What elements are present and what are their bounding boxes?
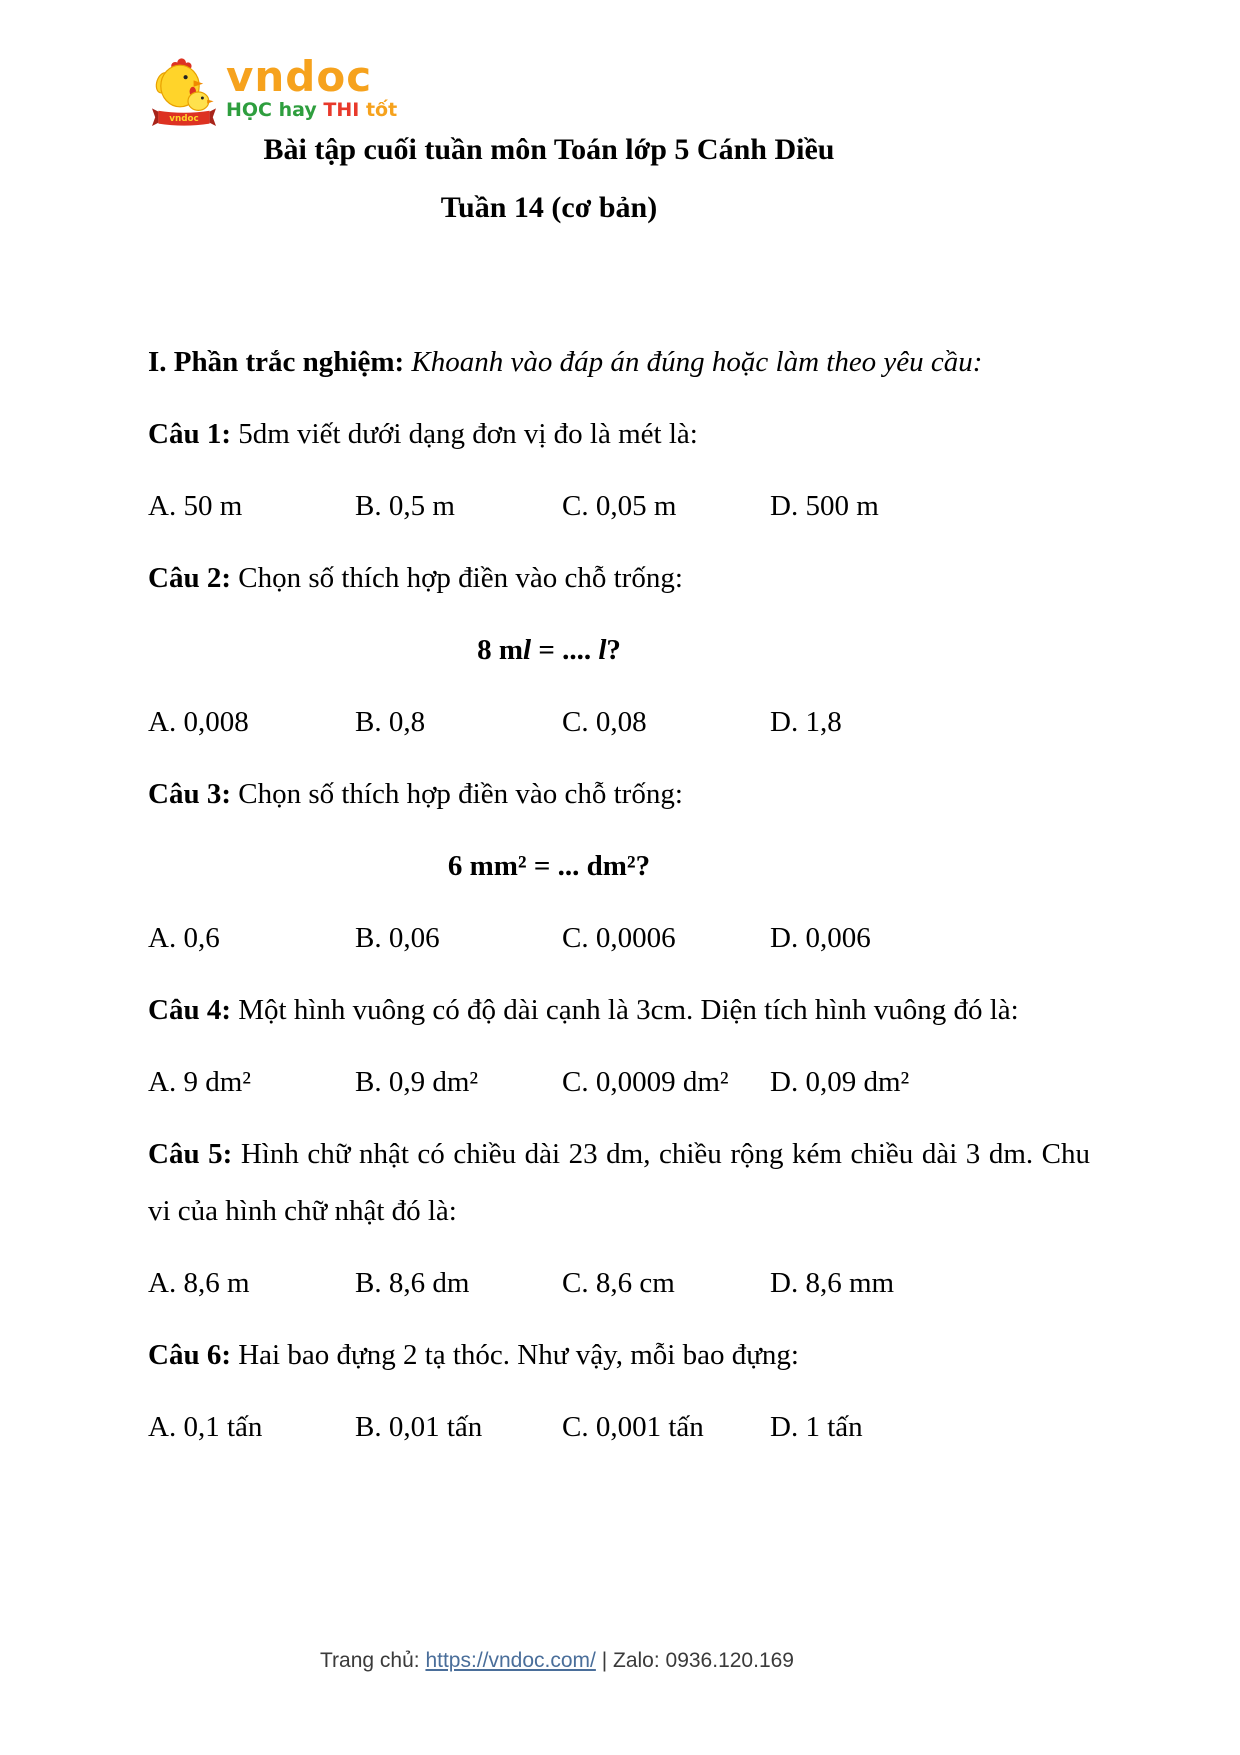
question-3-option-d: D. 0,006 <box>770 922 871 954</box>
question-6-text <box>148 1327 1090 1384</box>
question-1-option-c: C. 0,05 m <box>562 490 677 522</box>
question-6-option-d: D. 1 tấn <box>770 1411 863 1443</box>
question-5-option-b: B. 8,6 dm <box>355 1267 470 1299</box>
homepage-link[interactable]: https://vndoc.com/ <box>425 1649 596 1672</box>
section-instruction: Khoanh vào đáp án đúng hoặc làm theo yêu cầu: <box>411 346 983 378</box>
footer-zalo-text: | Zalo: 0936.120.169 <box>595 1649 794 1672</box>
section-heading <box>148 334 1090 391</box>
question-4-option-b: B. 0,9 dm² <box>355 1066 479 1098</box>
question-4-option-a: A. 9 dm² <box>148 1066 251 1098</box>
formula-unit-litre: l <box>523 634 532 666</box>
question-2-label: Câu 2: <box>148 562 231 594</box>
vndoc-logo <box>152 52 397 136</box>
question-3-option-b: B. 0,06 <box>355 922 440 954</box>
question-3-label: Câu 3: <box>148 778 231 810</box>
chicken-mascot-icon <box>152 52 216 136</box>
formula-term: 8 m <box>477 634 523 666</box>
question-6-options <box>148 1399 1090 1456</box>
question-1-text <box>148 406 1090 463</box>
question-1-option-b: B. 0,5 m <box>355 490 455 522</box>
question-3-text <box>148 766 1090 823</box>
question-3-option-c: C. 0,0006 <box>562 922 676 954</box>
question-2 <box>148 550 1090 751</box>
question-6-option-b: B. 0,01 tấn <box>355 1411 483 1443</box>
question-4-options <box>148 1054 1090 1111</box>
logo-banner-text: vndoc <box>169 114 199 125</box>
formula-question-mark: ? <box>606 634 621 666</box>
question-1 <box>148 406 1090 535</box>
section-label: I. Phần trắc nghiệm: <box>148 346 405 378</box>
question-5-option-d: D. 8,6 mm <box>770 1267 895 1299</box>
question-4 <box>148 982 1090 1111</box>
page-footer <box>0 1646 1114 1676</box>
footer-homepage-label: Trang chủ: <box>320 1649 426 1672</box>
question-2-option-d: D. 1,8 <box>770 706 842 738</box>
question-4-option-d: D. 0,09 dm² <box>770 1066 910 1098</box>
question-4-option-c: C. 0,0009 dm² <box>562 1066 729 1098</box>
logo-text-block <box>226 52 397 121</box>
formula-unit-litre: l <box>598 634 607 666</box>
brand-tagline <box>226 99 397 121</box>
question-5 <box>148 1126 1090 1312</box>
question-3-options <box>148 910 1090 967</box>
question-5-body: Hình chữ nhật có chiều dài 23 dm, chiều rộng kém chiều dài 3 dm. Chu vi của hình chữ nhật đó là: <box>148 1138 1090 1227</box>
question-4-label: Câu 4: <box>148 994 231 1026</box>
question-5-options <box>148 1255 1090 1312</box>
question-6-label: Câu 6: <box>148 1339 231 1371</box>
question-3-body: Chọn số thích hợp điền vào chỗ trống: <box>238 778 683 810</box>
tagline-word-thi: THI <box>323 99 360 121</box>
question-3 <box>148 766 1090 967</box>
page-subtitle: Tuần 14 (cơ bản) <box>440 191 658 224</box>
question-2-formula <box>148 622 950 679</box>
question-5-text <box>148 1126 1090 1240</box>
question-3-option-a: A. 0,6 <box>148 922 220 954</box>
tagline-word-tot: tốt <box>365 99 398 121</box>
question-6 <box>148 1327 1090 1456</box>
question-1-option-d: D. 500 m <box>770 490 879 522</box>
question-2-text <box>148 550 1090 607</box>
question-1-options <box>148 478 1090 535</box>
question-2-options <box>148 694 1090 751</box>
formula-equals-blank: = .... <box>531 634 599 666</box>
question-4-text <box>148 982 1090 1039</box>
tagline-word-hay: hay <box>278 99 317 121</box>
question-5-option-c: C. 8,6 cm <box>562 1267 675 1299</box>
question-6-option-c: C. 0,001 tấn <box>562 1411 704 1443</box>
question-6-body: Hai bao đựng 2 tạ thóc. Như vậy, mỗi bao đựng: <box>238 1339 799 1371</box>
brand-wordmark: vndoc <box>226 52 373 101</box>
question-4-body: Một hình vuông có độ dài cạnh là 3cm. Diện tích hình vuông đó là: <box>238 994 1019 1026</box>
question-1-option-a: A. 50 m <box>148 490 243 522</box>
question-5-option-a: A. 8,6 m <box>148 1267 250 1299</box>
question-2-option-a: A. 0,008 <box>148 706 249 738</box>
question-1-label: Câu 1: <box>148 418 231 450</box>
tagline-word-hoc: HỌC <box>226 99 272 121</box>
question-3-formula: 6 mm² = ... dm²? <box>447 850 651 882</box>
question-2-body: Chọn số thích hợp điền vào chỗ trống: <box>238 562 683 594</box>
question-6-option-a: A. 0,1 tấn <box>148 1411 263 1443</box>
question-2-option-b: B. 0,8 <box>355 706 426 738</box>
question-5-label: Câu 5: <box>148 1138 233 1170</box>
question-1-body: 5dm viết dưới dạng đơn vị đo là mét là: <box>238 418 698 450</box>
page-title: Bài tập cuối tuần môn Toán lớp 5 Cánh Diều <box>263 133 835 166</box>
question-2-option-c: C. 0,08 <box>562 706 647 738</box>
